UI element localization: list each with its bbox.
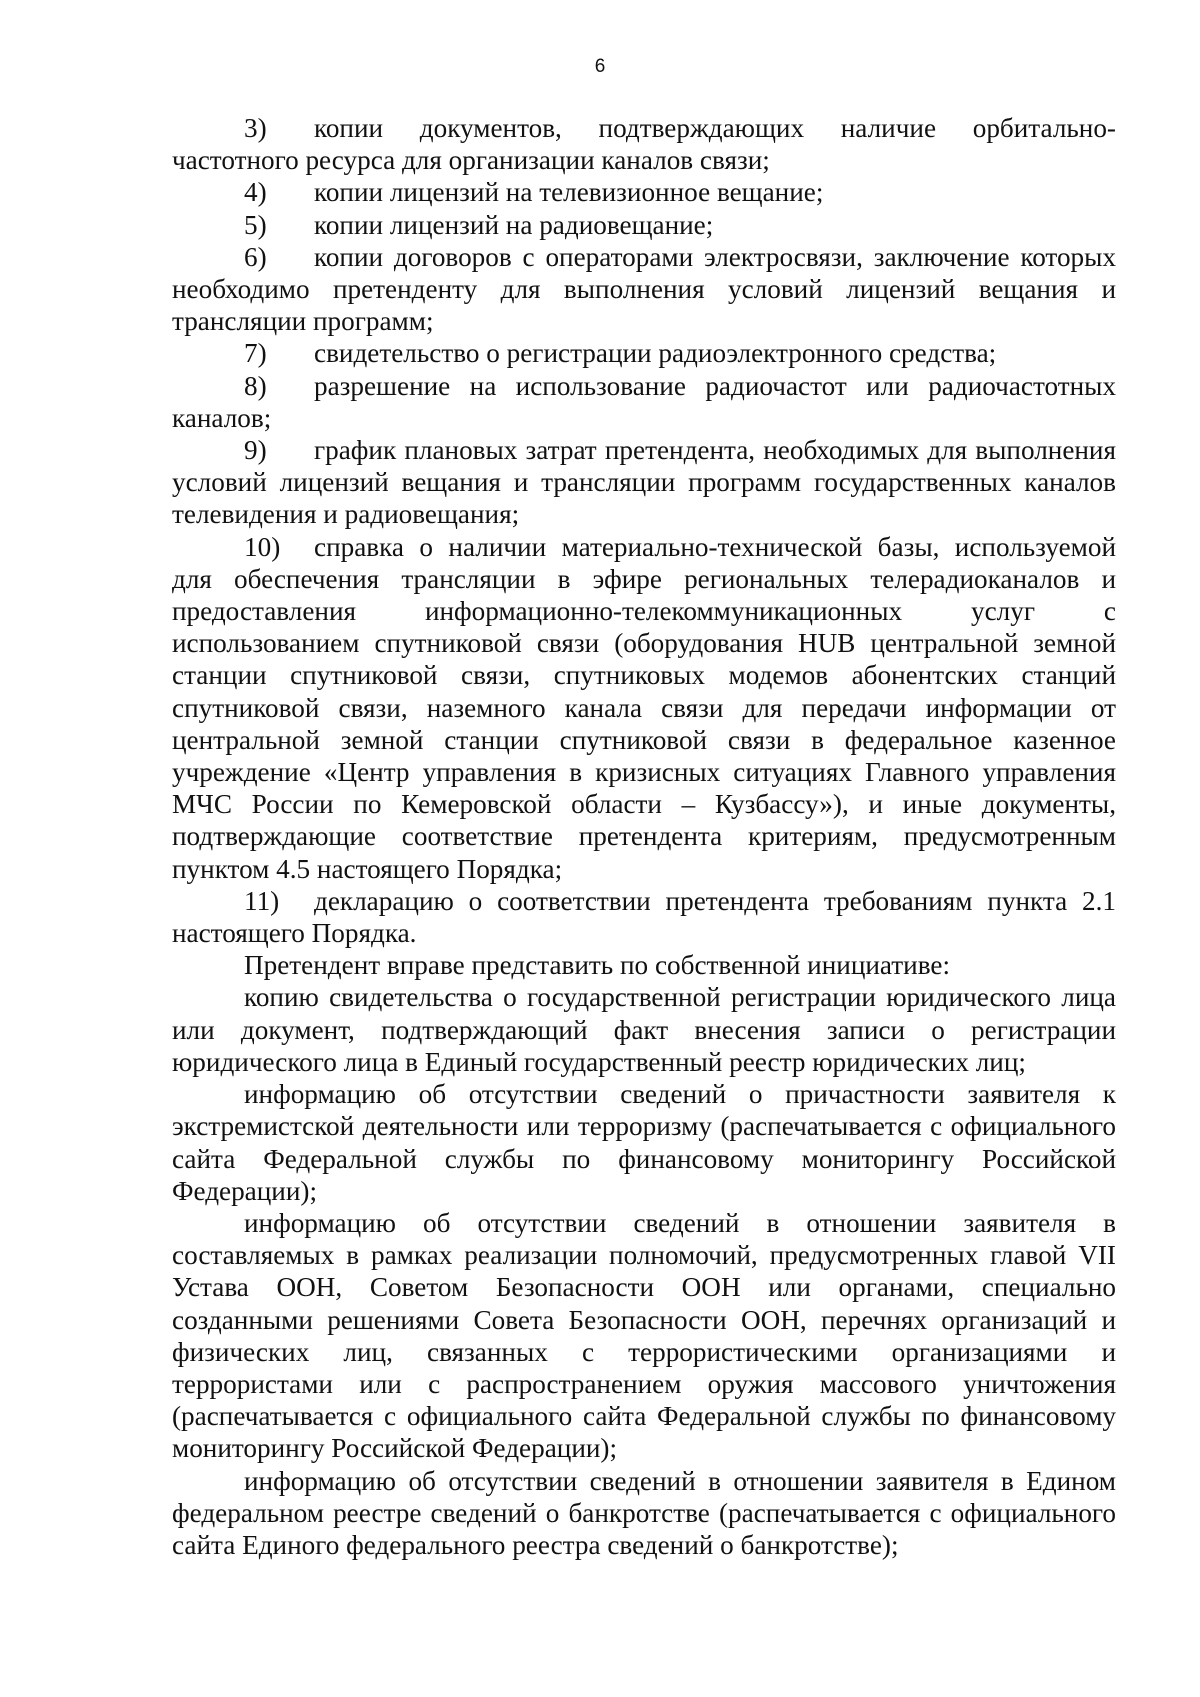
list-item-text: копии договоров с операторами электросвязи, заключение которых необходимо претенденту для выполнения условий лицензий вещания и трансляции программ; (172, 241, 1116, 337)
paragraph-extremism-info: информацию об отсутствии сведений о причастности заявителя к экстремистской деятельности или терроризму (распечатывается с официального сайта Федеральной службы по финансовому мониторингу Российской Федерации); (172, 1079, 1116, 1206)
list-item-11 (172, 885, 1116, 949)
list-item-number: 4) (244, 177, 267, 208)
list-item-9 (172, 434, 1116, 531)
list-item-text: график плановых затрат претендента, необходимых для выполнения условий лицензий вещания и трансляции программ государственных каналов телевидения и радиовещания; (172, 435, 1116, 530)
paragraph-un-lists-info: информацию об отсутствии сведений в отношении заявителя в составляемых в рамках реализации полномочий, предусмотренных главой VII Устава ООН, Советом Безопасности ООН или органами, специально созданными решениями Совета Безопасности ООН, перечнях организаций и физических лиц, связанных с террористическими организациями и террористами или с распространением оружия массового уничтожения (распечатывается с официального сайта Федеральной службы по финансовому мониторингу Российской Федерации); (172, 1207, 1116, 1464)
paragraph-intro: Претендент вправе представить по собственной инициативе: (244, 950, 951, 981)
list-item-number: 10) (244, 531, 281, 562)
list-item-5 (172, 209, 1116, 241)
list-item-number: 11) (244, 885, 280, 916)
list-item-6 (172, 241, 1116, 338)
list-item-text: разрешение на использование радиочастот или радиочастотных каналов; (172, 370, 1116, 433)
list-item-4 (172, 176, 1116, 208)
list-item-number: 6) (244, 241, 267, 272)
list-item-number: 8) (244, 370, 267, 401)
list-item-number: 7) (244, 338, 267, 369)
page-number: 6 (594, 56, 606, 77)
list-item-10 (172, 531, 1116, 885)
list-item-text: копии лицензий на радиовещание; (314, 209, 714, 240)
list-item-text: свидетельство о регистрации радиоэлектронного средства; (314, 338, 997, 369)
list-item-3 (172, 112, 1116, 176)
list-item-number: 3) (244, 113, 267, 143)
list-item-number: 5) (244, 209, 267, 240)
list-item-text: декларацию о соответствии претендента требованиям пункта 2.1 настоящего Порядка. (172, 885, 1116, 949)
paragraph-registration-certificate: копию свидетельства о государственной регистрации юридического лица или документ, подтверждающий факт внесения записи о регистрации юридического лица в Единый государственный реестр юридических лиц; (172, 982, 1116, 1077)
document-body (172, 112, 1116, 1561)
list-item-number: 9) (244, 435, 267, 466)
list-item-7 (172, 337, 1116, 369)
list-item-text: справка о наличии материально-технической базы, используемой для обеспечения трансляции в эфире региональных телерадиоканалов и предоставления информационно-телекоммуникационных услуг с использованием спутниковой связи (оборудования HUB центральной земной станции спутниковой связи, спутниковых модемов абонентских станций спутниковой связи, наземного канала связи для передачи информации от центральной земной станции спутниковой связи в федеральное казенное учреждение «Центр управления в кризисных ситуациях Главного управления МЧС России по Кемеровской области – Кузбассу»), и иные документы, подтверждающие соответствие претендента критериям, предусмотренным пунктом 4.5 настоящего Порядка; (172, 531, 1116, 884)
list-item-text: копии документов, подтверждающих наличие орбитально-частотного ресурса для организации каналов связи; (172, 113, 1116, 176)
paragraph-bankruptcy-info: информацию об отсутствии сведений в отношении заявителя в Едином федеральном реестре сведений о банкротстве (распечатывается с официального сайта Единого федерального реестра сведений о банкротстве); (172, 1465, 1116, 1560)
list-item-text: копии лицензий на телевизионное вещание; (314, 177, 824, 208)
list-item-8 (172, 370, 1116, 434)
